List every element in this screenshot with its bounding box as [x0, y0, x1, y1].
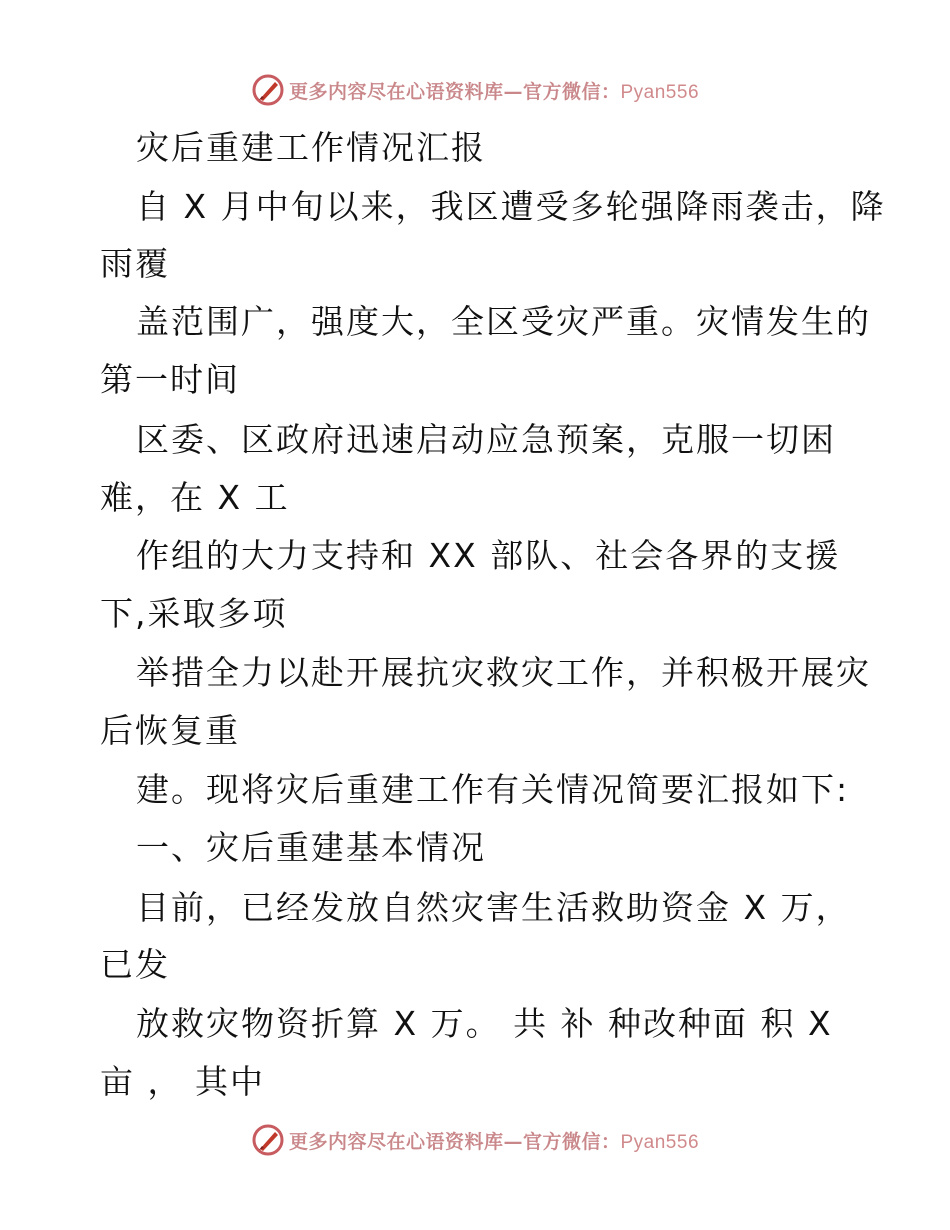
document-title: 灾后重建工作情况汇报: [136, 128, 486, 167]
paragraph-line: 自 X 月中旬以来，我区遭受多轮强降雨袭击，降: [136, 187, 886, 226]
watermark-wechat: Pyan556: [620, 81, 700, 103]
pen-logo-icon: [251, 73, 285, 107]
paragraph-line: 下,采取多项: [100, 594, 288, 633]
paragraph-line: 区委、区政府迅速启动应急预案，克服一切困: [136, 420, 836, 459]
watermark-wechat: Pyan556: [620, 1131, 700, 1153]
paragraph-line: 难，在 X 工: [100, 478, 290, 517]
paragraph-line: 雨覆: [100, 244, 170, 283]
paragraph-line: 建。现将灾后重建工作有关情况简要汇报如下:: [136, 770, 850, 809]
watermark-text: 更多内容尽在心语资料库—官方微信：: [288, 80, 621, 103]
watermark-text: 更多内容尽在心语资料库—官方微信：: [288, 1130, 621, 1153]
pen-logo-icon: [251, 1123, 285, 1157]
paragraph-line: 亩 ， 其中: [100, 1062, 265, 1101]
paragraph-line: 举措全力以赴开展抗灾救灾工作，并积极开展灾: [136, 653, 871, 692]
paragraph-line: 后恢复重: [100, 711, 240, 750]
section-heading: 一、灾后重建基本情况: [136, 828, 486, 867]
paragraph-line: 已发: [100, 945, 170, 984]
header-watermark: [0, 68, 950, 112]
footer-watermark: [0, 1118, 950, 1162]
paragraph-line: 第一时间: [100, 360, 240, 399]
paragraph-line: 目前，已经发放自然灾害生活救助资金 X 万，: [136, 888, 851, 927]
paragraph-line: 放救灾物资折算 X 万。 共 补 种改种面 积 X: [136, 1004, 833, 1043]
paragraph-line: 盖范围广，强度大，全区受灾严重。灾情发生的: [136, 302, 871, 341]
paragraph-line: 作组的大力支持和 XX 部队、社会各界的支援: [136, 536, 841, 575]
